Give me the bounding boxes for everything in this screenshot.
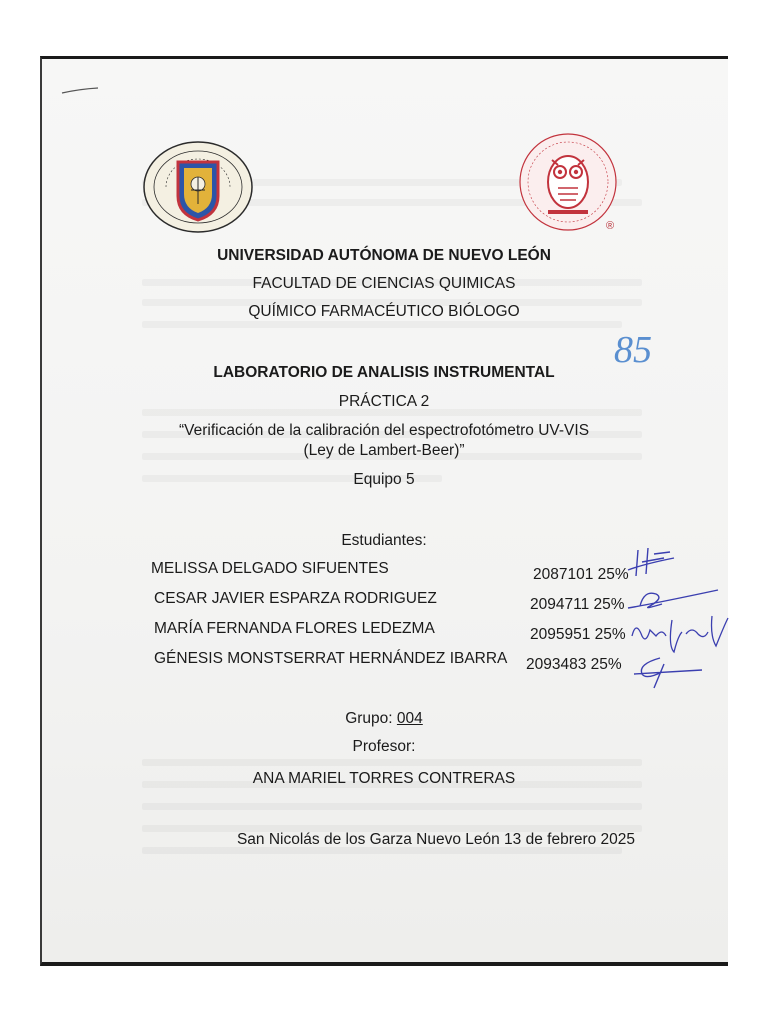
university-name: UNIVERSIDAD AUTÓNOMA DE NUEVO LEÓN <box>217 247 551 264</box>
student-id: 2095951 25% <box>530 626 626 643</box>
practice-number: PRÁCTICA 2 <box>338 393 430 410</box>
place-date: San Nicolás de los Garza Nuevo León 13 de febrero 2025 <box>236 831 636 848</box>
student-id: 2094711 25% <box>530 596 625 613</box>
practice-title-line1: “Verificación de la calibración del espectrofotómetro UV-VIS <box>178 422 590 439</box>
pen-mark-icon <box>60 86 100 96</box>
student-id: 2093483 25% <box>526 656 622 673</box>
bleed-through-line <box>142 803 642 810</box>
grade-text: 85 <box>614 329 652 371</box>
student-id: 2087101 25% <box>533 566 629 583</box>
program-name: QUÍMICO FARMACÉUTICO BIÓLOGO <box>248 303 520 320</box>
registered-mark: ® <box>606 220 615 232</box>
lab-name: LABORATORIO DE ANALISIS INSTRUMENTAL <box>213 364 555 381</box>
signature-mark <box>628 606 732 656</box>
student-name: MARÍA FERNANDA FLORES LEDEZMA <box>154 620 435 637</box>
faculty-name: FACULTAD DE CIENCIAS QUIMICAS <box>252 275 516 292</box>
bleed-through-line <box>142 759 642 766</box>
signature-mark <box>632 650 704 690</box>
bleed-through-line <box>142 321 622 328</box>
professor-name: ANA MARIEL TORRES CONTRERAS <box>252 770 516 787</box>
group-line: Grupo: 004 <box>345 710 423 727</box>
owl-logo-icon <box>512 132 624 234</box>
practice-title-line2: (Ley de Lambert-Beer)” <box>303 442 465 459</box>
signature-mark <box>624 544 680 580</box>
students-heading: Estudiantes: <box>341 532 427 549</box>
team-number: Equipo 5 <box>353 471 415 488</box>
student-name: CESAR JAVIER ESPARZA RODRIGUEZ <box>154 590 437 607</box>
professor-label: Profesor: <box>352 738 416 755</box>
student-name: MELISSA DELGADO SIFUENTES <box>151 560 389 577</box>
student-name: GÉNESIS MONSTSERRAT HERNÁNDEZ IBARRA <box>154 650 508 667</box>
group-number: 004 <box>396 710 423 727</box>
uanl-seal-icon <box>142 140 254 234</box>
